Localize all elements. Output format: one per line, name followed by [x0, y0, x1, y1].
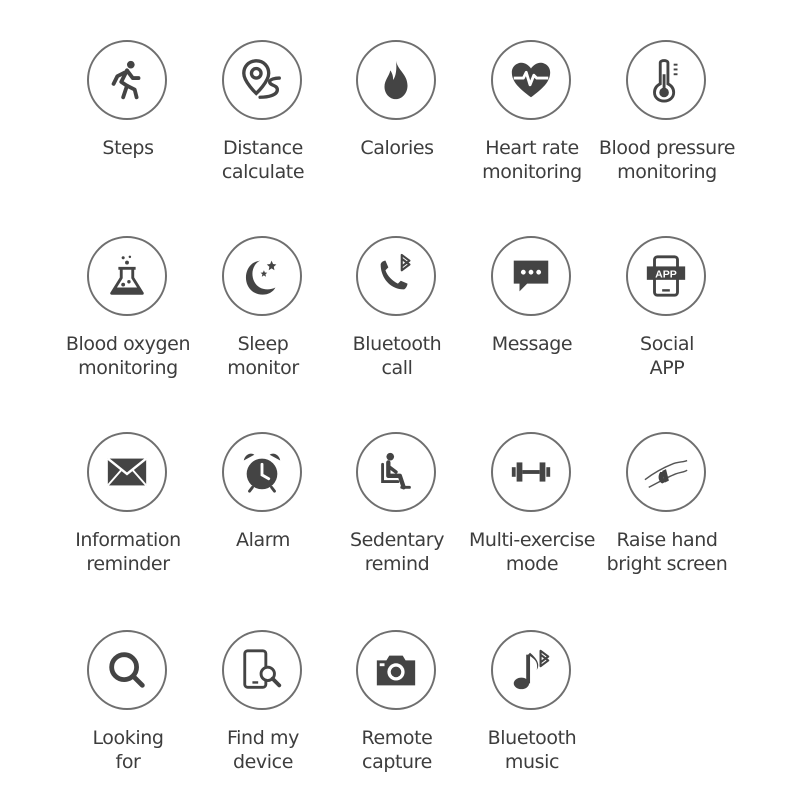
search-loop-icon [87, 630, 167, 710]
feature-bluetooth-music [457, 630, 607, 780]
feature-label: Sedentary remind [349, 529, 445, 575]
feature-label: Looking for [92, 727, 164, 773]
feature-label: Sleep monitor [227, 333, 299, 379]
feature-label: Raise hand bright screen [606, 529, 728, 575]
flask-bubbles-icon [87, 236, 167, 316]
feature-label: Calories [360, 137, 434, 159]
feature-label: Remote capture [361, 727, 433, 773]
feature-label: Distance calculate [221, 137, 305, 183]
feature-label: Blood pressure monitoring [598, 137, 736, 183]
feature-social-app [592, 236, 742, 386]
chat-bubble-icon [491, 236, 571, 316]
seated-person-icon [356, 432, 436, 512]
feature-label: Alarm [236, 529, 290, 551]
feature-distance [188, 40, 338, 190]
heart-pulse-icon [491, 40, 571, 120]
wrist-band-icon [626, 432, 706, 512]
feature-label: Bluetooth call [352, 333, 442, 379]
phone-bluetooth-icon [356, 236, 436, 316]
dumbbell-icon [491, 432, 571, 512]
feature-raise-hand [592, 432, 742, 582]
location-pin-route-icon [222, 40, 302, 120]
envelope-icon [87, 432, 167, 512]
feature-label: Bluetooth music [487, 727, 577, 773]
feature-label: Social APP [640, 333, 694, 379]
music-note-bluetooth-icon [491, 630, 571, 710]
feature-label: Information reminder [75, 529, 181, 575]
feature-bluetooth-call [322, 236, 472, 386]
feature-information-reminder [53, 432, 203, 582]
camera-icon [356, 630, 436, 710]
flame-icon [356, 40, 436, 120]
thermometer-icon [626, 40, 706, 120]
feature-label: Message [491, 333, 573, 355]
feature-label: Multi-exercise mode [468, 529, 596, 575]
feature-label: Find my device [227, 727, 299, 773]
feature-label: Heart rate monitoring [482, 137, 582, 183]
alarm-clock-icon [222, 432, 302, 512]
phone-app-icon [626, 236, 706, 316]
moon-stars-icon [222, 236, 302, 316]
feature-blood-pressure [592, 40, 742, 190]
app-text: APP [655, 268, 677, 281]
feature-label: Blood oxygen monitoring [65, 333, 191, 379]
feature-label: Steps [102, 137, 154, 159]
running-person-icon [87, 40, 167, 120]
phone-search-icon [222, 630, 302, 710]
